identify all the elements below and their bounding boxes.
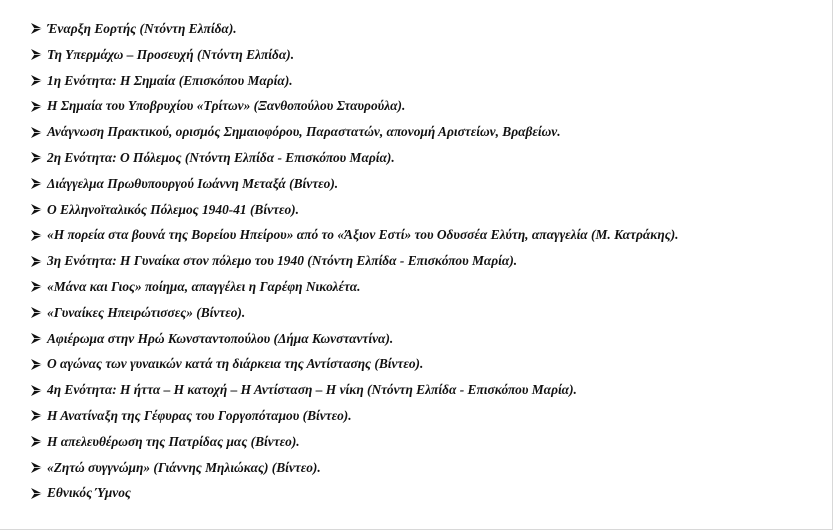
arrowhead-bullet-icon — [30, 487, 47, 500]
list-item — [30, 480, 830, 506]
arrowhead-bullet-icon — [30, 384, 47, 397]
list-item-text: «Ζητώ συγγνώμη» (Γιάννης Μηλιώκας) (Βίντεο). — [47, 459, 321, 475]
list-item-text: Ο αγώνας των γυναικών κατά τη διάρκεια της Αντίστασης (Βίντεο). — [47, 356, 424, 372]
arrowhead-bullet-icon — [30, 461, 47, 474]
list-item-text: 3η Ενότητα: Η Γυναίκα στον πόλεμο του 1940 (Ντόντη Ελπίδα - Επισκόπου Μαρία). — [47, 253, 518, 269]
arrowhead-bullet-icon — [30, 100, 47, 113]
list-item — [30, 351, 830, 377]
arrowhead-bullet-icon — [30, 255, 47, 268]
list-item — [30, 68, 830, 94]
list-item — [30, 222, 830, 248]
list-item-text: 4η Ενότητα: Η ήττα – Η κατοχή – Η Αντίσταση – Η νίκη (Ντόντη Ελπίδα - Επισκόπου Μαρία). — [47, 382, 577, 398]
list-item-text: Τη Υπερμάχω – Προσευχή (Ντόντη Ελπίδα). — [47, 46, 295, 62]
list-item — [30, 119, 830, 145]
list-item-text: Ο Ελληνοϊταλικός Πόλεμος 1940-41 (Βίντεο). — [47, 201, 299, 217]
list-item-text: «Μάνα και Γιος» ποίημα, απαγγέλει η Γαρέφη Νικολέτα. — [47, 278, 361, 294]
list-item — [30, 42, 830, 68]
list-item-text: Διάγγελμα Πρωθυπουργού Ιωάννη Μεταξά (Βίντεο). — [47, 175, 339, 191]
list-item-text: Η Ανατίναξη της Γέφυρας του Γοργοπόταμου (Βίντεο). — [47, 407, 352, 423]
list-item — [30, 274, 830, 300]
list-item-text: 1η Ενότητα: Η Σημαία (Επισκόπου Μαρία). — [47, 72, 293, 88]
list-item-text: Ανάγνωση Πρακτικού, ορισμός Σημαιοφόρου, Παραστατών, απονομή Αριστείων, Βραβείων. — [47, 124, 561, 140]
list-item-text: Η Σημαία του Υποβρυχίου «Τρίτων» (Ξανθοπούλου Σταυρούλα). — [47, 98, 406, 114]
list-item-text: «Η πορεία στα βουνά της Βορείου Ηπείρου» από το «Άξιον Εστί» του Οδυσσέα Ελύτη, απαγγελία (Μ. Κατράκης). — [47, 227, 679, 243]
list-item — [30, 377, 830, 403]
list-item-text: «Γυναίκες Ηπειρώτισσες» (Βίντεο). — [47, 304, 246, 320]
list-item — [30, 300, 830, 326]
arrowhead-bullet-icon — [30, 74, 47, 87]
arrowhead-bullet-icon — [30, 48, 47, 61]
arrowhead-bullet-icon — [30, 229, 47, 242]
arrowhead-bullet-icon — [30, 358, 47, 371]
list-item — [30, 455, 830, 481]
event-program-list — [30, 16, 830, 506]
list-item — [30, 16, 830, 42]
arrowhead-bullet-icon — [30, 332, 47, 345]
arrowhead-bullet-icon — [30, 409, 47, 422]
list-item — [30, 403, 830, 429]
arrowhead-bullet-icon — [30, 177, 47, 190]
list-item-text: Εθνικός Ύμνος — [47, 485, 131, 501]
list-item-text: Έναρξη Εορτής (Ντόντη Ελπίδα). — [47, 21, 237, 36]
list-item — [30, 145, 830, 171]
list-item-text: Αφιέρωμα στην Ηρώ Κωνσταντοπούλου (Δήμα Κωνσταντίνα). — [47, 330, 394, 346]
arrowhead-bullet-icon — [30, 435, 47, 448]
list-item — [30, 326, 830, 352]
arrowhead-bullet-icon — [30, 203, 47, 216]
list-item — [30, 93, 830, 119]
list-item — [30, 429, 830, 455]
arrowhead-bullet-icon — [30, 151, 47, 164]
list-item-text: Η απελευθέρωση της Πατρίδας μας (Βίντεο). — [47, 433, 300, 449]
arrowhead-bullet-icon — [30, 22, 47, 35]
arrowhead-bullet-icon — [30, 306, 47, 319]
list-item — [30, 197, 830, 223]
list-item-text: 2η Ενότητα: Ο Πόλεμος (Ντόντη Ελπίδα - Επισκόπου Μαρία). — [47, 149, 395, 165]
list-item — [30, 248, 830, 274]
arrowhead-bullet-icon — [30, 126, 47, 139]
list-item — [30, 171, 830, 197]
arrowhead-bullet-icon — [30, 280, 47, 293]
